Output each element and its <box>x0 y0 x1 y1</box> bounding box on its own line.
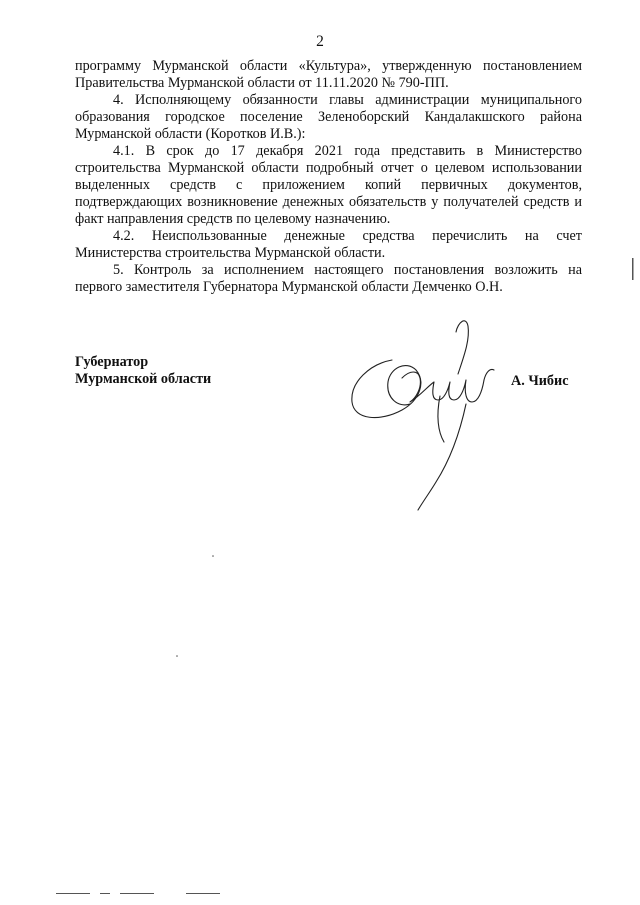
paragraph-item-4: 4. Исполняющему обязанности главы администрации муниципального образования городское поселение Зеленоборский Кандалакшского района Мурманской области (Коротков И.В.): <box>75 92 582 142</box>
page-number: 2 <box>316 33 324 50</box>
signoff-position <box>75 354 211 388</box>
paragraph-item-5: 5. Контроль за исполнением настоящего постановления возложить на первого заместителя Губернатора Мурманской области Демченко О.Н. <box>75 262 582 295</box>
signoff-position-line1: Губернатор <box>75 354 149 370</box>
document-body <box>75 58 582 296</box>
signer-name: А. Чибис <box>511 373 569 389</box>
paragraph-item-4-1: 4.1. В срок до 17 декабря 2021 года представить в Министерство строительства Мурманской области подробный отчет о целевом использовании выделенных средств с приложением копий первичных документов, подтверждающих возникновение денежных обязательств у получателей средств и факт направления средств по целевому назначению. <box>75 143 582 227</box>
paragraph-item-4-2: 4.2. Неиспользованные денежные средства перечислить на счет Министерства строительства Мурманской области. <box>75 228 582 261</box>
paragraph-continuation: программу Мурманской области «Культура», утвержденную постановлением Правительства Мурманской области от 11.11.2020 № 790-ПП. <box>75 58 582 91</box>
handwritten-signature <box>340 312 515 522</box>
signoff-position-line2: Мурманской области <box>75 371 212 387</box>
